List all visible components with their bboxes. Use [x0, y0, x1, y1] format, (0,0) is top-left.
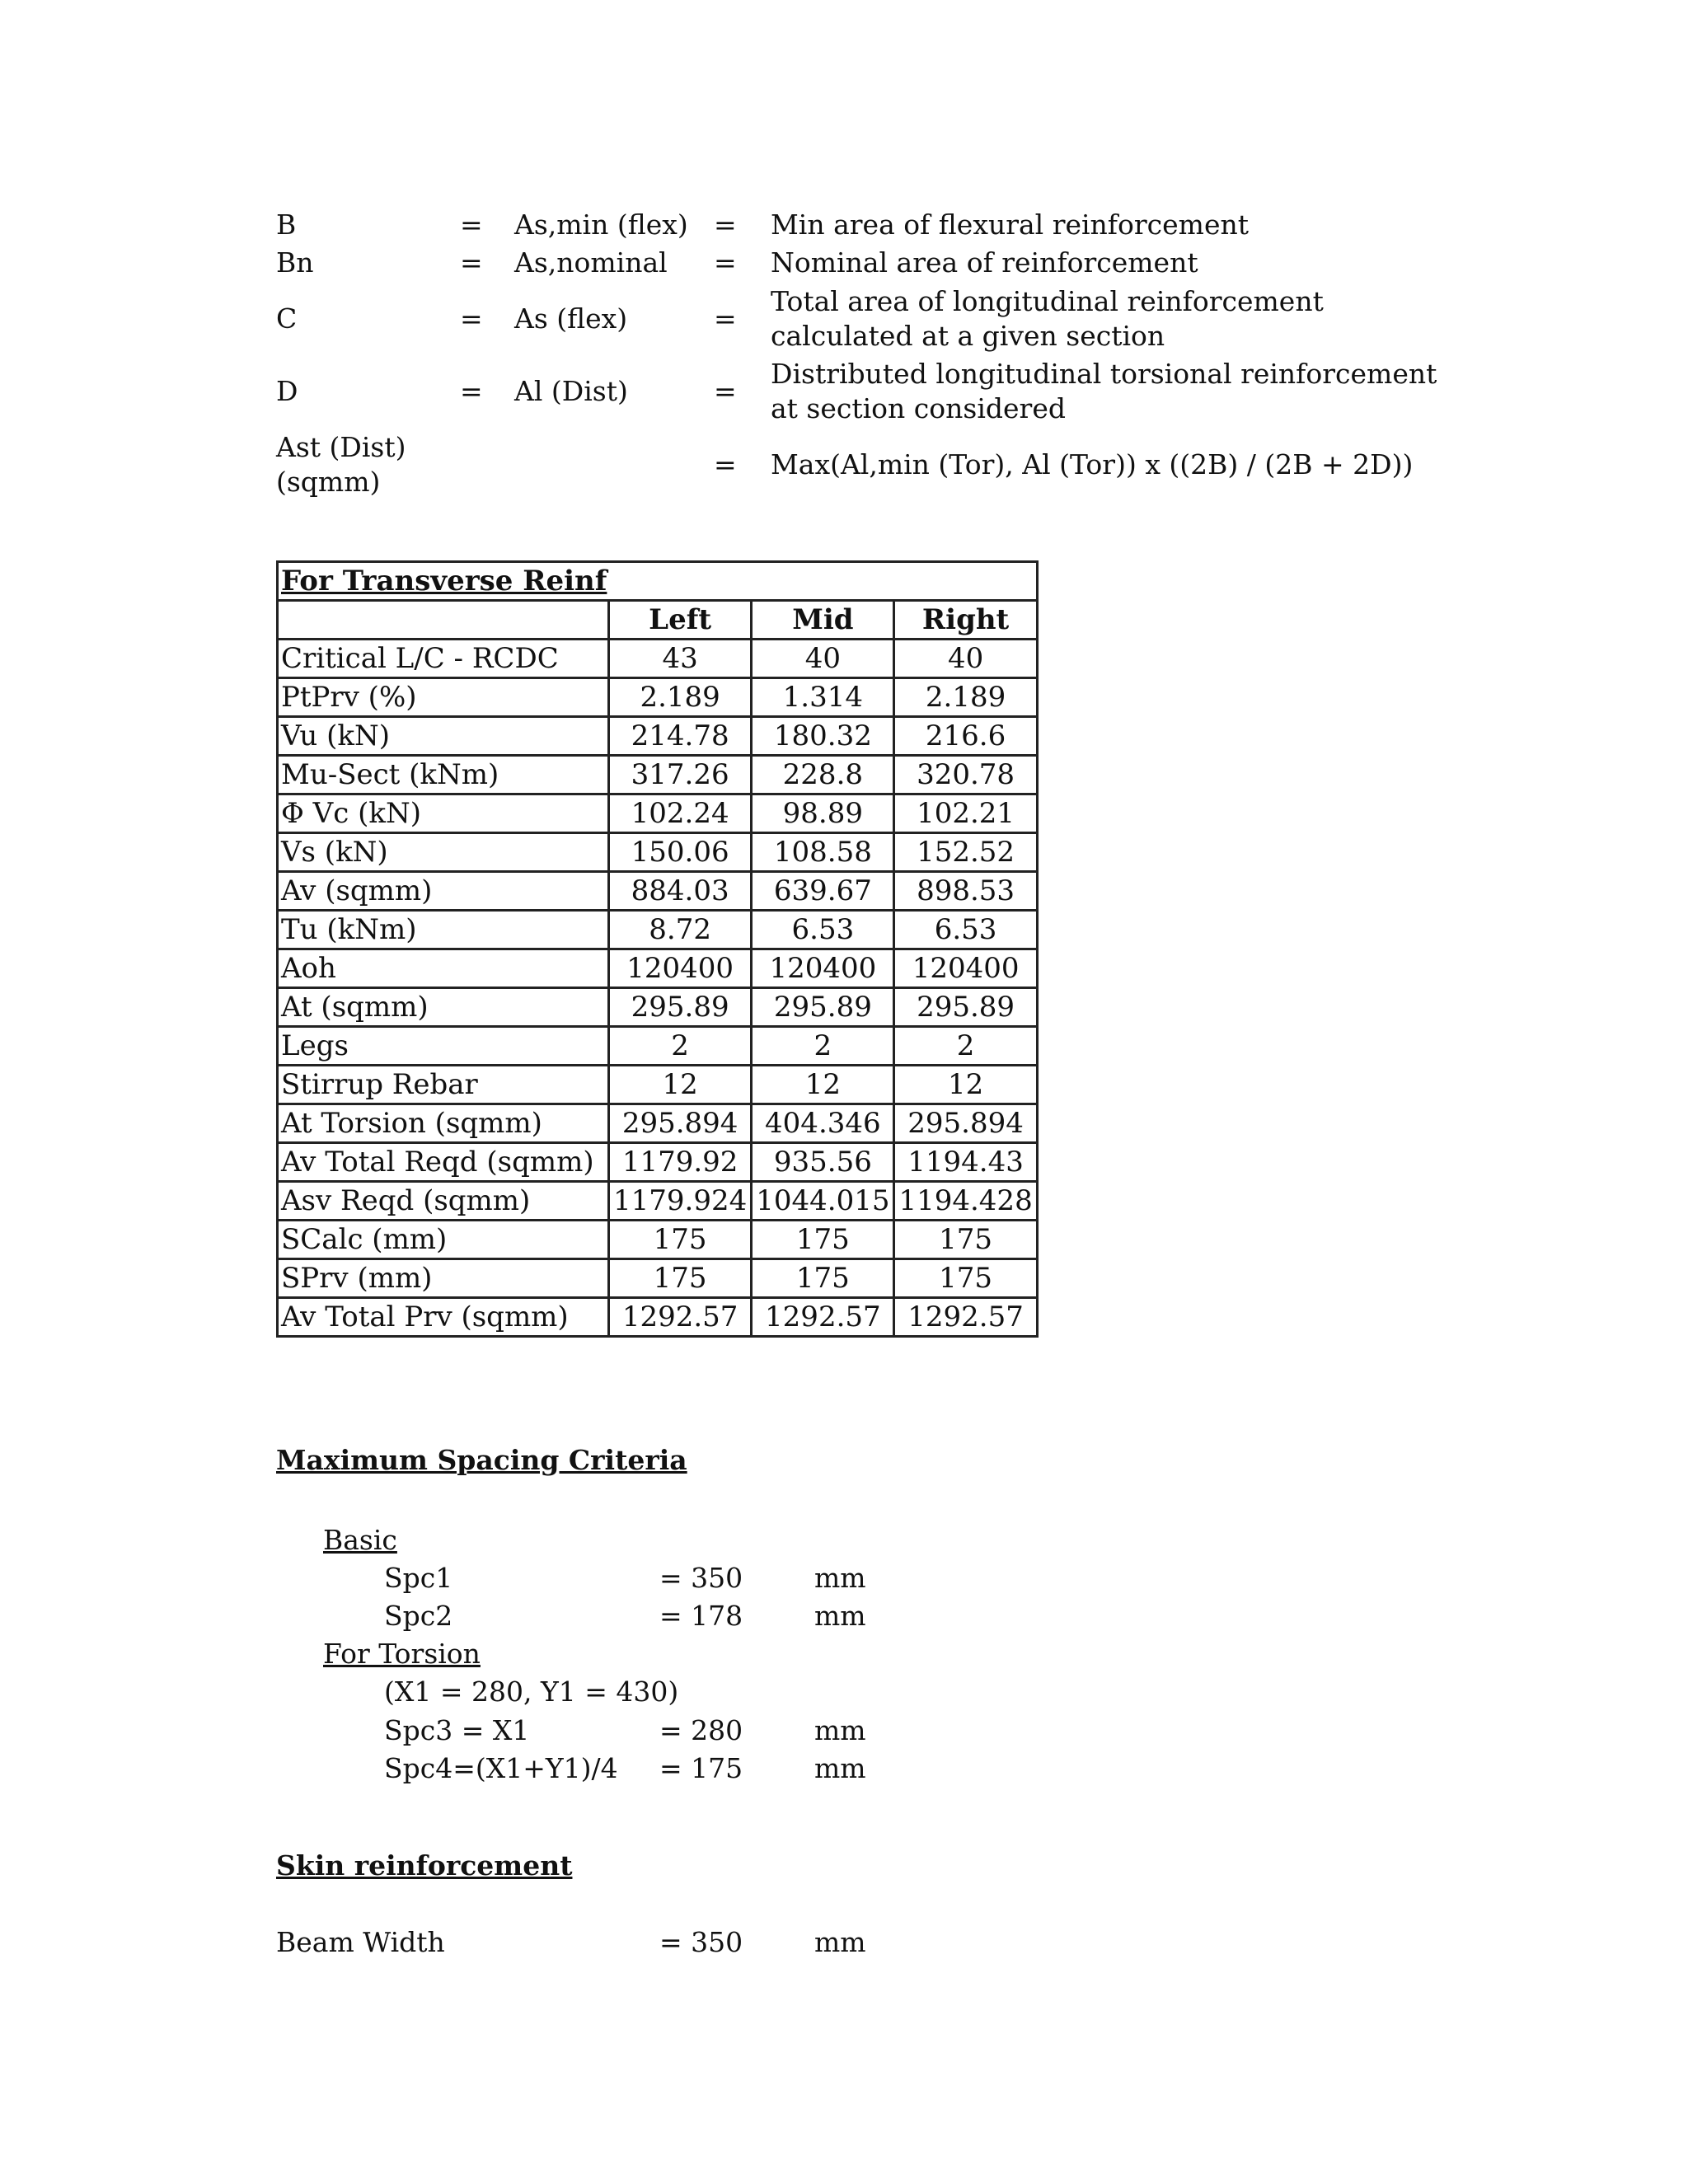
- table-row: [278, 1143, 1038, 1182]
- row-label: Legs: [278, 1027, 609, 1066]
- cell-left: 884.03: [609, 872, 752, 911]
- spacing-item-value: = 350: [659, 1562, 743, 1594]
- cell-left: 175: [609, 1259, 752, 1298]
- row-label: SPrv (mm): [278, 1259, 609, 1298]
- table-row: [278, 678, 1038, 717]
- def-equals: =: [714, 302, 737, 335]
- table-row: [278, 640, 1038, 678]
- def-description: at section considered: [771, 392, 1066, 424]
- row-label: At (sqmm): [278, 988, 609, 1027]
- cell-right: 102.21: [894, 794, 1037, 833]
- cell-left: 102.24: [609, 794, 752, 833]
- cell-mid: 295.89: [752, 988, 894, 1027]
- cell-right: 295.89: [894, 988, 1037, 1027]
- cell-right: 40: [894, 640, 1037, 678]
- table-title: For Transverse Reinf: [278, 562, 1038, 601]
- row-label: SCalc (mm): [278, 1221, 609, 1259]
- cell-mid: 404.346: [752, 1104, 894, 1143]
- cell-right: 1194.43: [894, 1143, 1037, 1182]
- spacing-item-unit: mm: [814, 1600, 866, 1632]
- skin-item-value: = 350: [659, 1926, 743, 1958]
- cell-mid: 2: [752, 1027, 894, 1066]
- row-label: Av Total Prv (sqmm): [278, 1298, 609, 1337]
- table-header-empty: [278, 601, 609, 640]
- transverse-reinf-table: [276, 560, 1039, 1338]
- skin-heading: Skin reinforcement: [276, 1849, 573, 1882]
- cell-left: 150.06: [609, 833, 752, 872]
- cell-left: 12: [609, 1066, 752, 1104]
- cell-left: 214.78: [609, 717, 752, 756]
- table-body: [278, 640, 1038, 1337]
- spacing-item-unit: mm: [814, 1562, 866, 1594]
- column-header-left: Left: [609, 601, 752, 640]
- table-row: [278, 833, 1038, 872]
- cell-mid: 175: [752, 1221, 894, 1259]
- table-title-row: [278, 562, 1038, 601]
- cell-left: 1179.92: [609, 1143, 752, 1182]
- cell-mid: 935.56: [752, 1143, 894, 1182]
- table-row: [278, 988, 1038, 1027]
- cell-left: 2: [609, 1027, 752, 1066]
- def-equals: =: [714, 375, 737, 407]
- row-label: Φ Vc (kN): [278, 794, 609, 833]
- table-row: [278, 1104, 1038, 1143]
- cell-mid: 120400: [752, 949, 894, 988]
- cell-mid: 98.89: [752, 794, 894, 833]
- spacing-item-value: = 280: [659, 1714, 743, 1746]
- cell-left: 317.26: [609, 756, 752, 794]
- row-label: Asv Reqd (sqmm): [278, 1182, 609, 1221]
- def-symbol: D: [276, 375, 298, 407]
- cell-right: 216.6: [894, 717, 1037, 756]
- def-name: As (flex): [514, 302, 628, 335]
- row-label: Tu (kNm): [278, 911, 609, 949]
- row-label: Mu-Sect (kNm): [278, 756, 609, 794]
- cell-left: 295.894: [609, 1104, 752, 1143]
- row-label: Critical L/C - RCDC: [278, 640, 609, 678]
- cell-left: 175: [609, 1221, 752, 1259]
- cell-left: 1292.57: [609, 1298, 752, 1337]
- spacing-item-name: Spc3 = X1: [384, 1714, 530, 1746]
- def-equals: =: [714, 246, 737, 279]
- cell-right: 12: [894, 1066, 1037, 1104]
- def-equals: =: [714, 209, 737, 241]
- cell-mid: 1.314: [752, 678, 894, 717]
- cell-right: 2.189: [894, 678, 1037, 717]
- cell-mid: 108.58: [752, 833, 894, 872]
- cell-right: 6.53: [894, 911, 1037, 949]
- table-row: [278, 1298, 1038, 1337]
- cell-left: 43: [609, 640, 752, 678]
- cell-mid: 639.67: [752, 872, 894, 911]
- table-row: [278, 717, 1038, 756]
- table-header-row: [278, 601, 1038, 640]
- row-label: Aoh: [278, 949, 609, 988]
- def-symbol: C: [276, 302, 298, 335]
- table-row: [278, 872, 1038, 911]
- def-name: Al (Dist): [514, 375, 628, 407]
- table-row: [278, 949, 1038, 988]
- def-name: As,nominal: [514, 246, 668, 279]
- skin-item-unit: mm: [814, 1926, 866, 1958]
- cell-right: 295.894: [894, 1104, 1037, 1143]
- skin-item-name: Beam Width: [276, 1926, 445, 1958]
- cell-left: 120400: [609, 949, 752, 988]
- def-description: Nominal area of reinforcement: [771, 246, 1198, 279]
- def-equals: =: [460, 246, 483, 279]
- cell-mid: 12: [752, 1066, 894, 1104]
- cell-mid: 228.8: [752, 756, 894, 794]
- torsion-note: (X1 = 280, Y1 = 430): [384, 1675, 679, 1708]
- spacing-item-name: Spc2: [384, 1600, 453, 1632]
- row-label: Vs (kN): [278, 833, 609, 872]
- cell-right: 175: [894, 1259, 1037, 1298]
- def-description: Total area of longitudinal reinforcement: [771, 285, 1324, 317]
- spacing-item-value: = 178: [659, 1600, 743, 1632]
- column-header-mid: Mid: [752, 601, 894, 640]
- cell-right: 320.78: [894, 756, 1037, 794]
- cell-right: 1292.57: [894, 1298, 1037, 1337]
- spacing-item-name: Spc1: [384, 1562, 453, 1594]
- row-label: Vu (kN): [278, 717, 609, 756]
- row-label: Av Total Reqd (sqmm): [278, 1143, 609, 1182]
- spacing-item-value: = 175: [659, 1752, 743, 1784]
- def-symbol-unit: (sqmm): [276, 466, 381, 498]
- cell-mid: 175: [752, 1259, 894, 1298]
- def-symbol: Bn: [276, 246, 314, 279]
- table-row: [278, 794, 1038, 833]
- cell-mid: 180.32: [752, 717, 894, 756]
- cell-left: 2.189: [609, 678, 752, 717]
- spacing-item-unit: mm: [814, 1714, 866, 1746]
- row-label: Av (sqmm): [278, 872, 609, 911]
- def-equals: =: [714, 448, 737, 480]
- cell-mid: 6.53: [752, 911, 894, 949]
- spacing-item-unit: mm: [814, 1752, 866, 1784]
- table-row: [278, 1027, 1038, 1066]
- cell-right: 120400: [894, 949, 1037, 988]
- cell-right: 152.52: [894, 833, 1037, 872]
- table-row: [278, 1066, 1038, 1104]
- table-row: [278, 911, 1038, 949]
- table-row: [278, 1182, 1038, 1221]
- def-symbol: Ast (Dist): [276, 431, 406, 463]
- def-description: Min area of flexural reinforcement: [771, 209, 1250, 241]
- row-label: Stirrup Rebar: [278, 1066, 609, 1104]
- cell-left: 295.89: [609, 988, 752, 1027]
- table-row: [278, 756, 1038, 794]
- cell-right: 1194.428: [894, 1182, 1037, 1221]
- def-description: Max(Al,min (Tor), Al (Tor)) x ((2B) / (2B + 2D)): [771, 448, 1414, 480]
- row-label: PtPrv (%): [278, 678, 609, 717]
- cell-mid: 1044.015: [752, 1182, 894, 1221]
- torsion-label: For Torsion: [323, 1638, 481, 1670]
- table-row: [278, 1259, 1038, 1298]
- def-name: As,min (flex): [514, 209, 688, 241]
- basic-label: Basic: [323, 1524, 397, 1556]
- cell-mid: 1292.57: [752, 1298, 894, 1337]
- def-description: Distributed longitudinal torsional reinforcement: [771, 358, 1437, 390]
- cell-right: 2: [894, 1027, 1037, 1066]
- def-equals: =: [460, 375, 483, 407]
- spacing-item-name: Spc4=(X1+Y1)/4: [384, 1752, 618, 1784]
- cell-left: 8.72: [609, 911, 752, 949]
- table-row: [278, 1221, 1038, 1259]
- cell-right: 898.53: [894, 872, 1037, 911]
- cell-left: 1179.924: [609, 1182, 752, 1221]
- def-equals: =: [460, 209, 483, 241]
- row-label: At Torsion (sqmm): [278, 1104, 609, 1143]
- spacing-heading: Maximum Spacing Criteria: [276, 1444, 687, 1476]
- def-equals: =: [460, 302, 483, 335]
- cell-right: 175: [894, 1221, 1037, 1259]
- cell-mid: 40: [752, 640, 894, 678]
- def-symbol: B: [276, 209, 297, 241]
- def-description: calculated at a given section: [771, 320, 1165, 352]
- column-header-right: Right: [894, 601, 1037, 640]
